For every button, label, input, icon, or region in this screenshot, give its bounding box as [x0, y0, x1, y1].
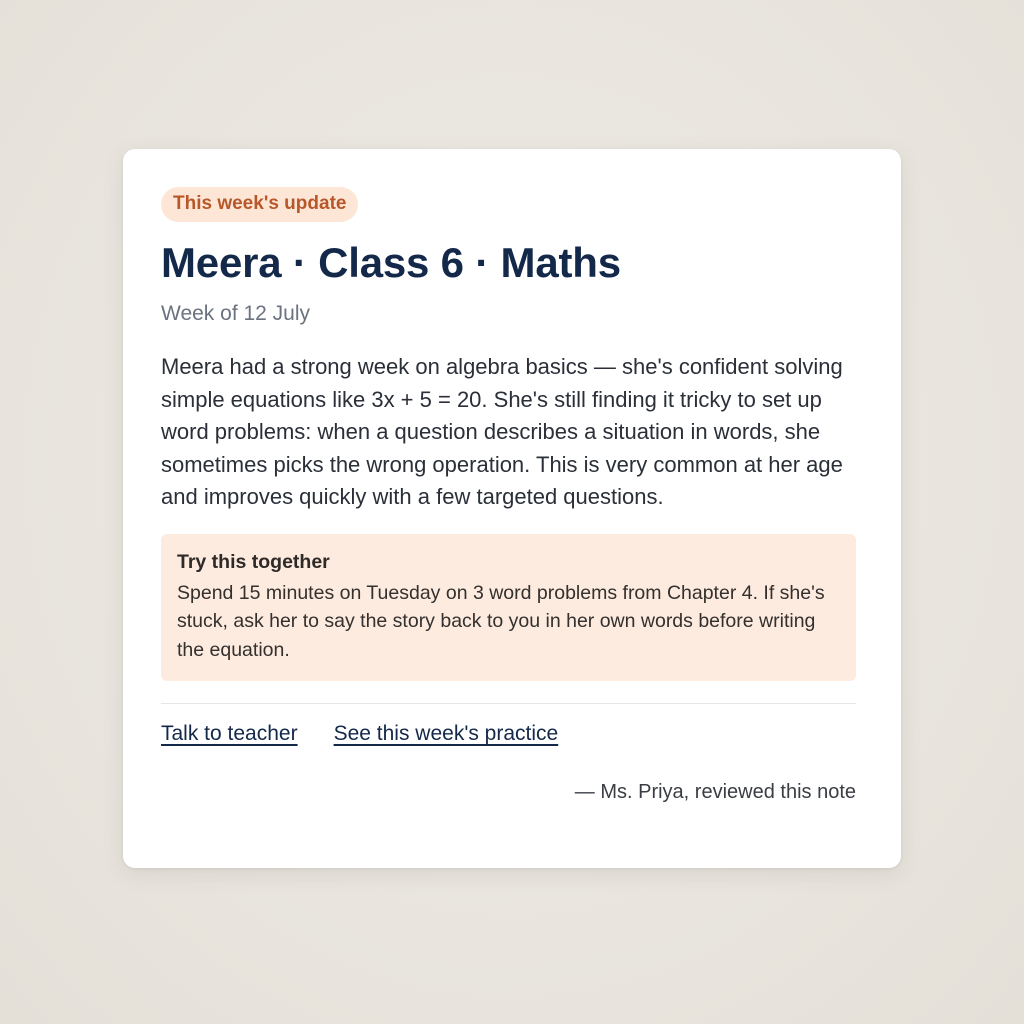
weekly-update-card — [123, 149, 901, 868]
progress-summary: Meera had a strong week on algebra basics — she's confident solving simple equations like 3x + 5 = 20. She's still finding it tricky to set up word problems: when a question describes a situation in words, she sometimes picks the wrong operation. This is very common at her age and improves quickly with a few targeted questions. — [161, 354, 843, 510]
try-together-box — [161, 534, 856, 682]
tip-heading: Try this together — [177, 550, 330, 573]
action-links — [161, 720, 856, 748]
see-practice-link[interactable]: See this week's practice — [333, 722, 559, 746]
teacher-signature: — Ms. Priya, reviewed this note — [574, 781, 856, 804]
tip-text: Spend 15 minutes on Tuesday on 3 word problems from Chapter 4. If she's stuck, ask her to say the story back to you in her own words before writing the equation. — [177, 581, 825, 661]
talk-to-teacher-link[interactable]: Talk to teacher — [161, 722, 298, 746]
divider — [161, 703, 856, 704]
student-title: Meera · Class 6 · Maths — [161, 239, 621, 286]
update-badge: This week's update — [161, 187, 358, 222]
week-date: Week of 12 July — [161, 302, 311, 325]
